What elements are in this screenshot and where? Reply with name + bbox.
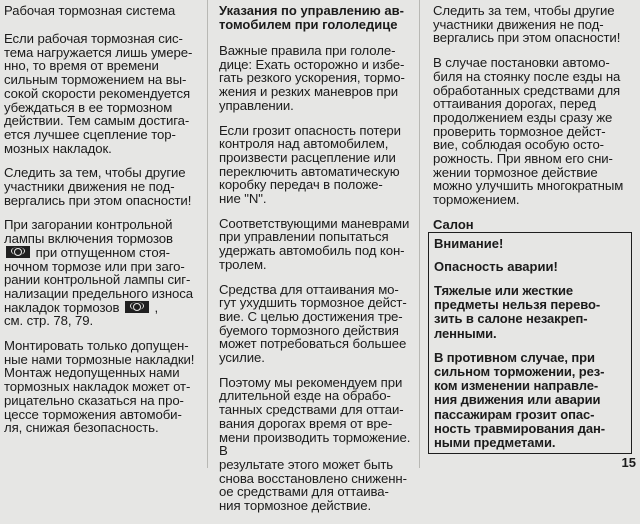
paragraph-parking-check: В случае постановки автомо- биля на стоянку после езды на обработанных средствами для оттаивания дорогах, перед продолжением езды сразу же проверить тормозное дейст- вие, соблюдая особую осто- рожность. При явном его сни- жении тормозное действие можно улучшить многократным торможением.	[433, 55, 624, 208]
paragraph-traffic-warning-2: Следить за тем, чтобы другие участники движения не под- вергались при этом опасности!	[433, 3, 621, 46]
paragraph-deicing-effect: Средства для оттаивания мо- гут ухудшить тормозное дейст- вие. С целью достижения тре- буемого тормозного действия может потребоваться большее усилие.	[219, 281, 407, 366]
paragraph-warning-lamps	[4, 218, 204, 328]
paragraph-traffic-warning: Следить за тем, чтобы другие участники движения не под- вергались при этом опасности!	[4, 165, 192, 208]
column-divider	[419, 0, 420, 468]
paragraph-maneuvers: Соответствующими маневрами при управлении попытаться удержать автомобиль под кон- тролем.	[219, 215, 410, 272]
column-divider	[207, 0, 208, 468]
lamp-text-c: , см. стр. 78, 79.	[4, 299, 159, 329]
paragraph-periodic-braking: Поэтому мы рекомендуем при длительной езде на обрабо- танных средствами для оттаи- вания дорогах время от вре- мени производить торможение. В результате этого может быть снова восстановлено сниженн- ое средствами для оттаива- ния тормозное действие.	[219, 374, 411, 514]
column-right	[424, 0, 640, 468]
paragraph-loss-of-control: Если грозит опасность потери контроля над автомобилем, произвести расцепление или переключить автоматическую коробку передач в положе- ние "N".	[219, 122, 401, 207]
paragraph-approved-pads: Монтировать только допущен- ные нами тормозные накладки! Монтаж недопущенных нами тормозных накладок может от- рицательно сказаться на про- цессе торможения автомоби- ля, снижая безопасность.	[4, 338, 195, 436]
warning-subtitle: Опасность аварии!	[434, 259, 558, 274]
brake-warning-lamp-icon	[6, 246, 30, 258]
warning-box	[428, 232, 632, 454]
warning-paragraph-1: Тяжелые или жесткие предметы нельзя перево- зить в салоне незакреп- ленными.	[434, 283, 601, 341]
paragraph-brake-test: Если рабочая тормозная сис- тема нагружается лишь умере- нно, то время от времени сильным торможением на вы- сокой скорости рекомендуется убеждаться в ее тормозном действии. Тем самым достига- ется лучшее сцепление тор- мозных накладок.	[4, 31, 193, 156]
column-left	[0, 0, 203, 468]
paragraph-icy-rules: Важные правила при гололе- дице: Ехать осторожно и избе- гать резкого ускорения, тормо- жения и резких маневров при управлении.	[219, 43, 405, 113]
lamp-text-b: при отпущенном стоя- ночном тормозе или при заго- рании контрольной лампы сиг- нализации предельного износа накладок тормозов	[4, 244, 193, 315]
brake-pad-wear-lamp-icon	[125, 301, 149, 313]
lamp-text-a: При загорании контрольной лампы включения тормозов	[4, 217, 173, 247]
section-heading-icy-roads: Указания по управлению ав- томобилем при гололедице	[219, 3, 404, 32]
warning-title: Внимание!	[434, 236, 504, 251]
page-number: 15	[621, 455, 636, 470]
warning-paragraph-2: В противном случае, при сильном торможении, рез- ком изменении направле- ния движения или аварии пассажирам грозит опас- ность травмирования дан- ными предметами.	[434, 349, 606, 451]
section-heading-interior: Салон	[433, 216, 474, 232]
column-middle	[212, 0, 418, 514]
section-heading-service-brake: Рабочая тормозная система	[4, 3, 176, 18]
